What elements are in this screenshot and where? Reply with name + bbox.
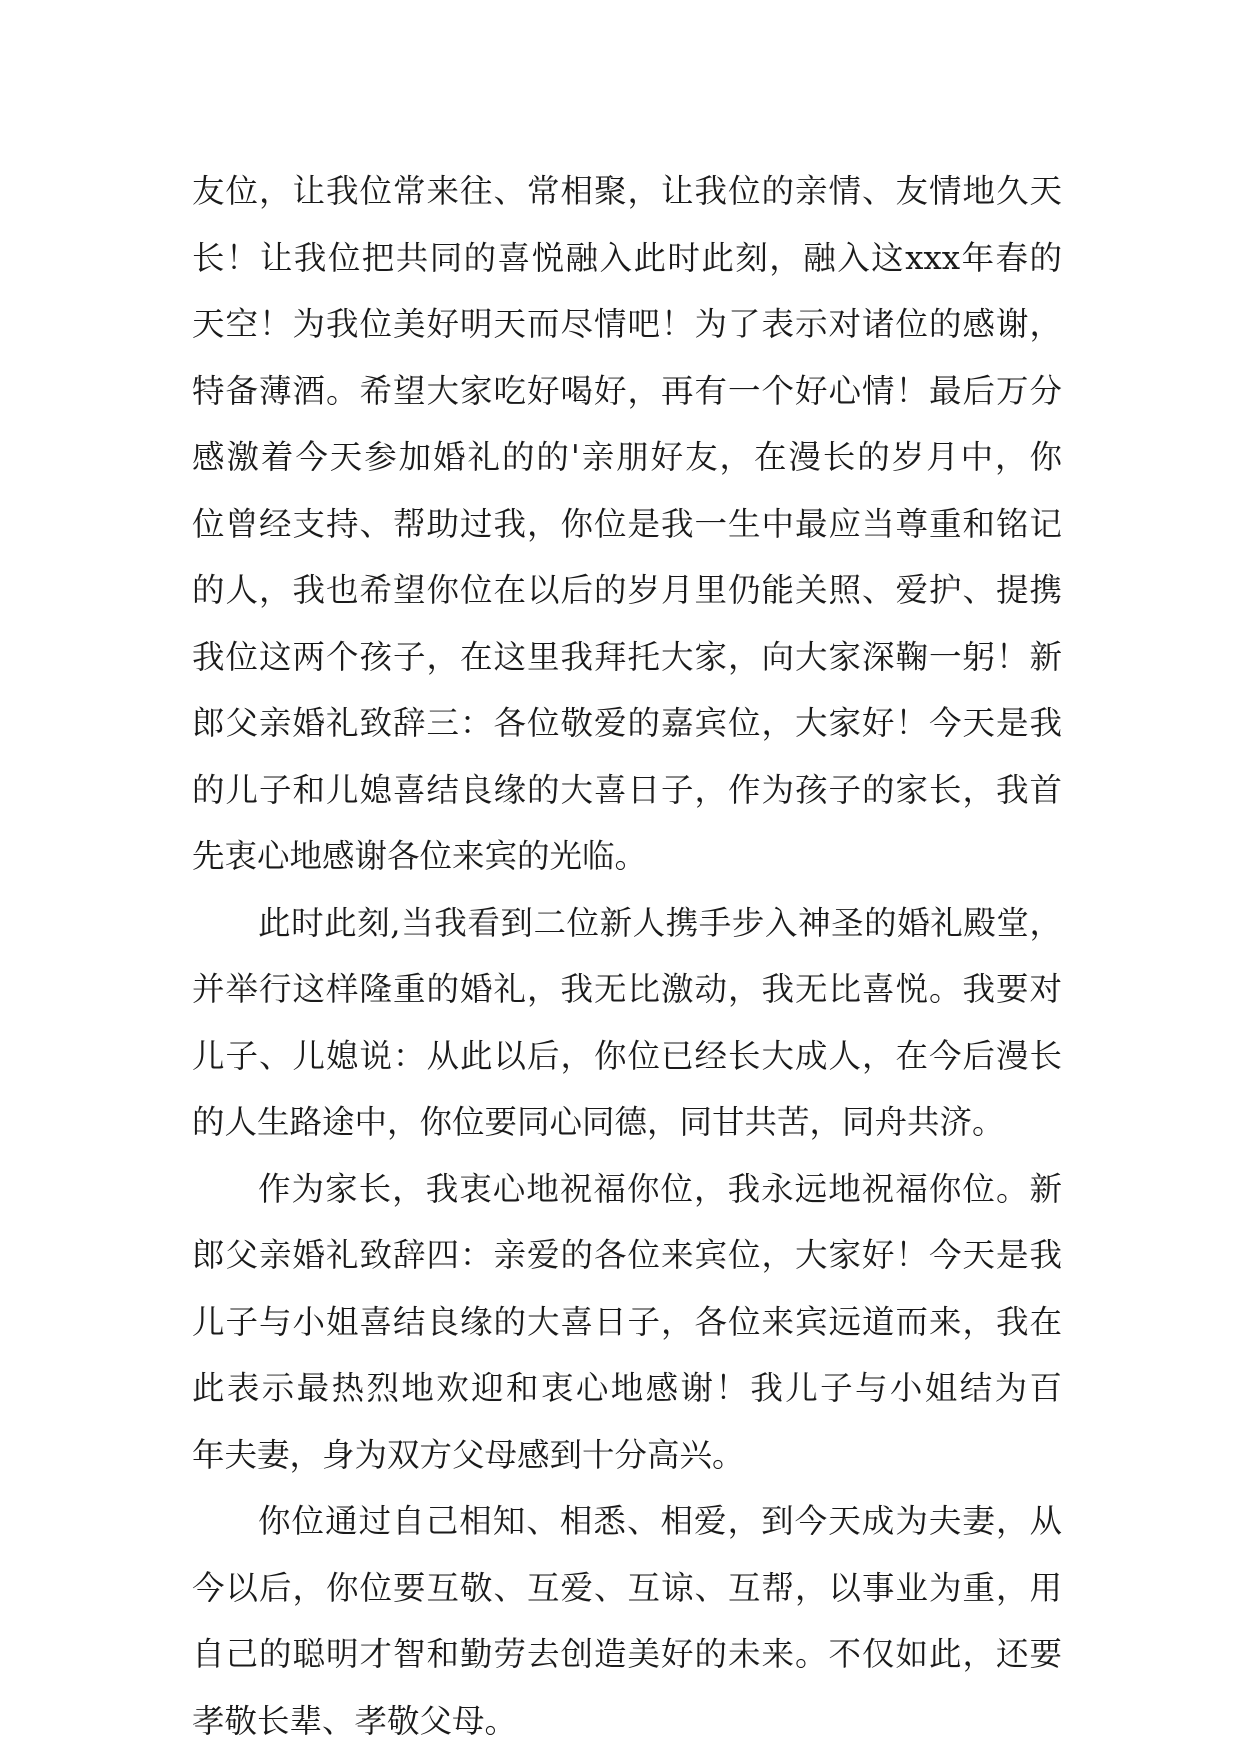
text-line: 今以后，你位要互敬、互爱、互谅、互帮，以事业为重，用	[192, 1568, 1062, 1607]
text-line: 先衷心地感谢各位来宾的光临。	[192, 837, 648, 875]
text-line: 自己的聪明才智和勤劳去创造美好的未来。不仅如此，还要	[192, 1635, 1062, 1673]
text-line: 儿子、儿媳说：从此以后，你位已经长大成人，在今后漫长	[192, 1036, 1062, 1075]
text-line: 感激着今天参加婚礼的的'亲朋好友，在漫长的岁月中，你	[192, 438, 1062, 476]
text-line: 友位，让我位常来往、常相聚，让我位的亲情、友情地久天	[192, 172, 1062, 210]
text-line: 的人生路途中，你位要同心同德，同甘共苦，同舟共济。	[192, 1103, 1005, 1141]
text-line: 此表示最热烈地欢迎和衷心地感谢！我儿子与小姐结为百	[192, 1369, 1062, 1407]
text-line: 你位通过自己相知、相悉、相爱，到今天成为夫妻，从	[258, 1502, 1062, 1540]
text-line: 孝敬长辈、孝敬父母。	[192, 1701, 518, 1740]
paragraph-3	[192, 1156, 1062, 1489]
text-line: 长！让我位把共同的喜悦融入此时此刻，融入这xxx年春的	[192, 238, 1062, 277]
text-line: 作为家长，我衷心地祝福你位，我永远地祝福你位。新	[258, 1169, 1062, 1208]
paragraph-4	[192, 1488, 1062, 1754]
paragraph-2	[192, 890, 1062, 1156]
text-line: 年夫妻，身为双方父母感到十分高兴。	[192, 1435, 745, 1474]
body-text	[192, 158, 1062, 1754]
text-line: 天空！为我位美好明天而尽情吧！为了表示对诸位的感谢，	[192, 305, 1062, 343]
text-line: 的人，我也希望你位在以后的岁月里仍能关照、爱护、提携	[192, 571, 1062, 609]
text-line: 并举行这样隆重的婚礼，我无比激动，我无比喜悦。我要对	[192, 970, 1062, 1008]
text-line: 儿子与小姐喜结良缘的大喜日子，各位来宾远道而来，我在	[192, 1302, 1062, 1341]
text-line: 我位这两个孩子，在这里我拜托大家，向大家深鞠一躬！新	[192, 637, 1062, 676]
text-line: 郎父亲婚礼致辞三：各位敬爱的嘉宾位，大家好！今天是我	[192, 704, 1062, 742]
text-line: 的儿子和儿媳喜结良缘的大喜日子，作为孩子的家长，我首	[192, 770, 1062, 809]
text-line: 位曾经支持、帮助过我，你位是我一生中最应当尊重和铭记	[192, 504, 1062, 543]
text-line: 此时此刻,当我看到二位新人携手步入神圣的婚礼殿堂，	[258, 903, 1062, 942]
text-line: 郎父亲婚礼致辞四：亲爱的各位来宾位，大家好！今天是我	[192, 1236, 1062, 1274]
text-line: 特备薄酒。希望大家吃好喝好，再有一个好心情！最后万分	[192, 371, 1062, 410]
paragraph-1	[192, 158, 1062, 890]
